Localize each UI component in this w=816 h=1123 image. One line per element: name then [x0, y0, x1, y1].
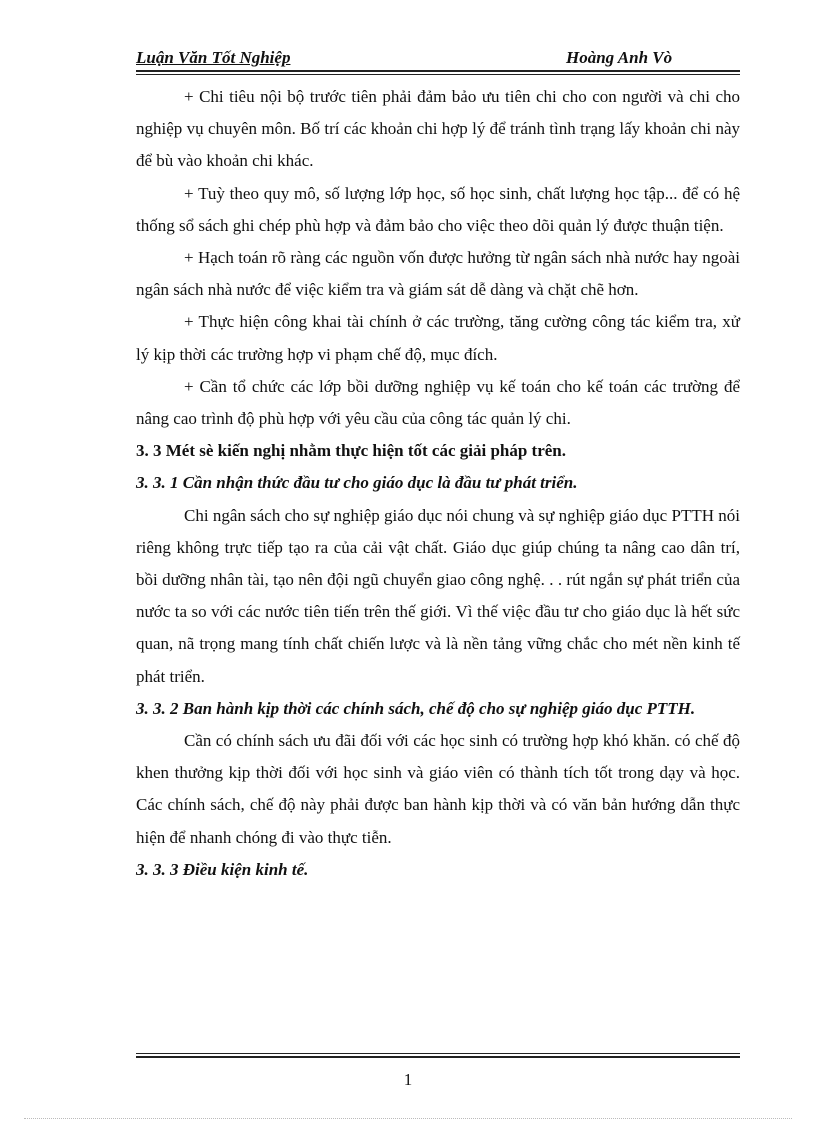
subsection-heading-3-3-3: 3. 3. 3 Điều kiện kinh tế. — [136, 859, 309, 879]
page-header — [136, 48, 740, 72]
footer-rule-thick — [136, 1056, 740, 1058]
subsection-heading-3-3-2: 3. 3. 2 Ban hành kịp thời các chính sách, chế độ cho sự nghiệp giáo dục PTTH. — [136, 698, 696, 718]
header-rule-thin — [136, 74, 740, 75]
header-thesis-title: Luận Văn Tốt Nghiệp — [136, 48, 291, 67]
section-heading-3-3: 3. 3 Mét sè kiến nghị nhằm thực hiện tốt các giải pháp trên. — [136, 441, 567, 461]
paragraph-bookkeeping: + Tuỳ theo quy mô, số lượng lớp học, số học sinh, chất lượng học tập... để có hệ thống sổ sách ghi chép phù hợp và đảm bảo cho việc theo dõi quản lý được thuận tiện. — [136, 183, 740, 235]
header-author-name: Hoàng Anh Vò — [566, 48, 673, 67]
paragraph-training: + Cần tổ chức các lớp bồi dưỡng nghiệp vụ kế toán cho kế toán các trường để nâng cao trình độ phù hợp với yêu cầu của công tác quản lý chi. — [136, 376, 740, 429]
page-number: 1 — [403, 1070, 413, 1089]
header-rule-thick — [136, 70, 740, 72]
paragraph-accounting-sources: + Hạch toán rõ ràng các nguồn vốn được hưởng từ ngân sách nhà nước hay ngoài ngân sách nhà nước để việc kiểm tra và giám sát dễ dàng và chặt chẽ hơn. — [136, 248, 740, 300]
page-edge-dotted-line — [24, 1118, 792, 1119]
page-body — [136, 81, 740, 886]
footer-rule-thin — [136, 1053, 740, 1054]
paragraph-financial-transparency: + Thực hiện công khai tài chính ở các trường, tăng cường công tác kiểm tra, xử lý kịp thời các trường hợp vi phạm chế độ, mục đích. — [136, 312, 740, 364]
paragraph-budget-priority: + Chi tiêu nội bộ trước tiên phải đảm bảo ưu tiên chi cho con người và chi cho nghiệp vụ chuyên môn. Bố trí các khoản chi hợp lý để tránh tình trạng lấy khoản chi này để bù vào khoản chi khác. — [136, 87, 740, 171]
paragraph-education-investment: Chi ngân sách cho sự nghiệp giáo dục nói chung và sự nghiệp giáo dục PTTH nói riêng không trực tiếp tạo ra của cải vật chất. Giáo dục giúp chúng ta nâng cao dân trí, bồi dưỡng nhân tài, tạo nên đội ngũ chuyển giao công nghệ. . . rút ngắn sự phát triển của nước ta so với các nước tiên tiến trên thế giới. Vì thế việc đầu tư cho giáo dục là hết sức quan, nã trọng mang tính chất chiến lược và là nền tảng vững chắc cho mét nền kinh tế phát triển. — [136, 505, 740, 686]
paragraph-policies: Cần có chính sách ưu đãi đối với các học sinh có trường hợp khó khăn. có chế độ khen thưởng kịp thời đối với học sinh và giáo viên có thành tích tốt trong dạy và học. Các chính sách, chế độ này phải được ban hành kịp thời và có văn bản hướng dẫn thực hiện để nhanh chóng đi vào thực tiễn. — [136, 731, 740, 847]
subsection-heading-3-3-1: 3. 3. 1 Cần nhận thức đầu tư cho giáo dục là đầu tư phát triển. — [136, 473, 578, 493]
